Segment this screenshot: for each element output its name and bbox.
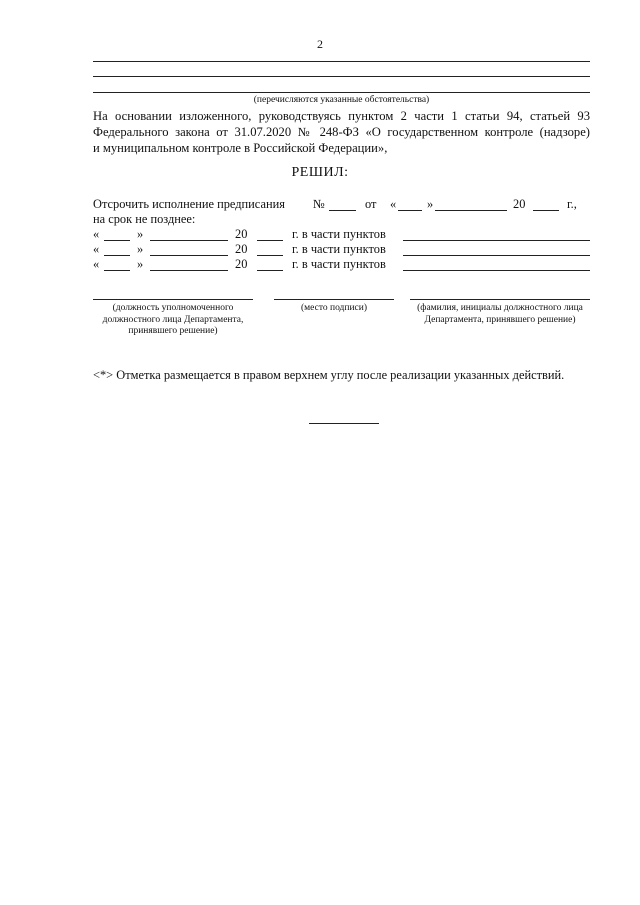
- basis-line-1: На основании изложенного, руководствуясь пунктом 2 части 1 статьи 94, статьей 93: [93, 109, 590, 123]
- position-caption: (должность уполномоченного должностного лица Департамента, принявшего решение): [102, 303, 244, 336]
- footnote: <*> Отметка размещается в правом верхнем углу после реализации указанных действий.: [93, 368, 565, 382]
- row-month-field[interactable]: [150, 270, 228, 271]
- order-year-field[interactable]: [533, 210, 559, 211]
- sign-signature-line[interactable]: [274, 299, 394, 300]
- deadline-label: на срок не позднее:: [93, 212, 196, 226]
- row-items-field[interactable]: [403, 255, 590, 256]
- order-month-field[interactable]: [435, 210, 507, 211]
- order-from-label: от: [365, 197, 377, 211]
- row-month-field[interactable]: [150, 240, 228, 241]
- decision-heading: РЕШИЛ:: [291, 165, 349, 180]
- order-year-prefix: 20: [513, 197, 526, 211]
- name-caption: (фамилия, инициалы должностного лица Департамента, принявшего решение): [417, 303, 583, 325]
- row-year-field[interactable]: [257, 270, 283, 271]
- row-close-quote: »: [137, 227, 144, 241]
- sign-caption: (место подписи): [300, 303, 368, 313]
- row-text: г. в части пунктов: [292, 257, 386, 271]
- row-month-field[interactable]: [150, 255, 228, 256]
- row-year-field[interactable]: [257, 240, 283, 241]
- closing-separator: [309, 423, 379, 424]
- name-signature-line[interactable]: [410, 299, 590, 300]
- order-close-quote: »: [427, 197, 434, 211]
- order-number-sign: №: [313, 197, 325, 211]
- basis-line-2: Федерального закона от 31.07.2020 № 248-ФЗ «О государственном контроле (надзоре): [93, 125, 590, 139]
- row-year-prefix: 20: [235, 242, 248, 256]
- position-signature-line[interactable]: [93, 299, 253, 300]
- row-open-quote: «: [93, 257, 100, 271]
- row-day-field[interactable]: [104, 255, 130, 256]
- row-close-quote: »: [137, 257, 144, 271]
- order-day-field[interactable]: [398, 210, 422, 211]
- blank-line-3: [93, 92, 590, 93]
- order-year-suffix: г.,: [567, 197, 577, 211]
- basis-line-3: и муниципальном контроле в Российской Федерации»,: [93, 141, 388, 155]
- row-year-prefix: 20: [235, 257, 248, 271]
- row-year-prefix: 20: [235, 227, 248, 241]
- row-items-field[interactable]: [403, 270, 590, 271]
- blank-line-1: [93, 61, 590, 62]
- row-text: г. в части пунктов: [292, 227, 386, 241]
- row-close-quote: »: [137, 242, 144, 256]
- order-number-field[interactable]: [329, 210, 356, 211]
- circumstances-caption: (перечисляются указанные обстоятельства): [253, 95, 430, 105]
- row-open-quote: «: [93, 242, 100, 256]
- row-text: г. в части пунктов: [292, 242, 386, 256]
- row-items-field[interactable]: [403, 240, 590, 241]
- row-day-field[interactable]: [104, 270, 130, 271]
- row-open-quote: «: [93, 227, 100, 241]
- row-day-field[interactable]: [104, 240, 130, 241]
- page-number: 2: [317, 37, 323, 51]
- blank-line-2: [93, 76, 590, 77]
- postpone-text: Отсрочить исполнение предписания: [93, 197, 285, 211]
- row-year-field[interactable]: [257, 255, 283, 256]
- order-open-quote: «: [390, 197, 397, 211]
